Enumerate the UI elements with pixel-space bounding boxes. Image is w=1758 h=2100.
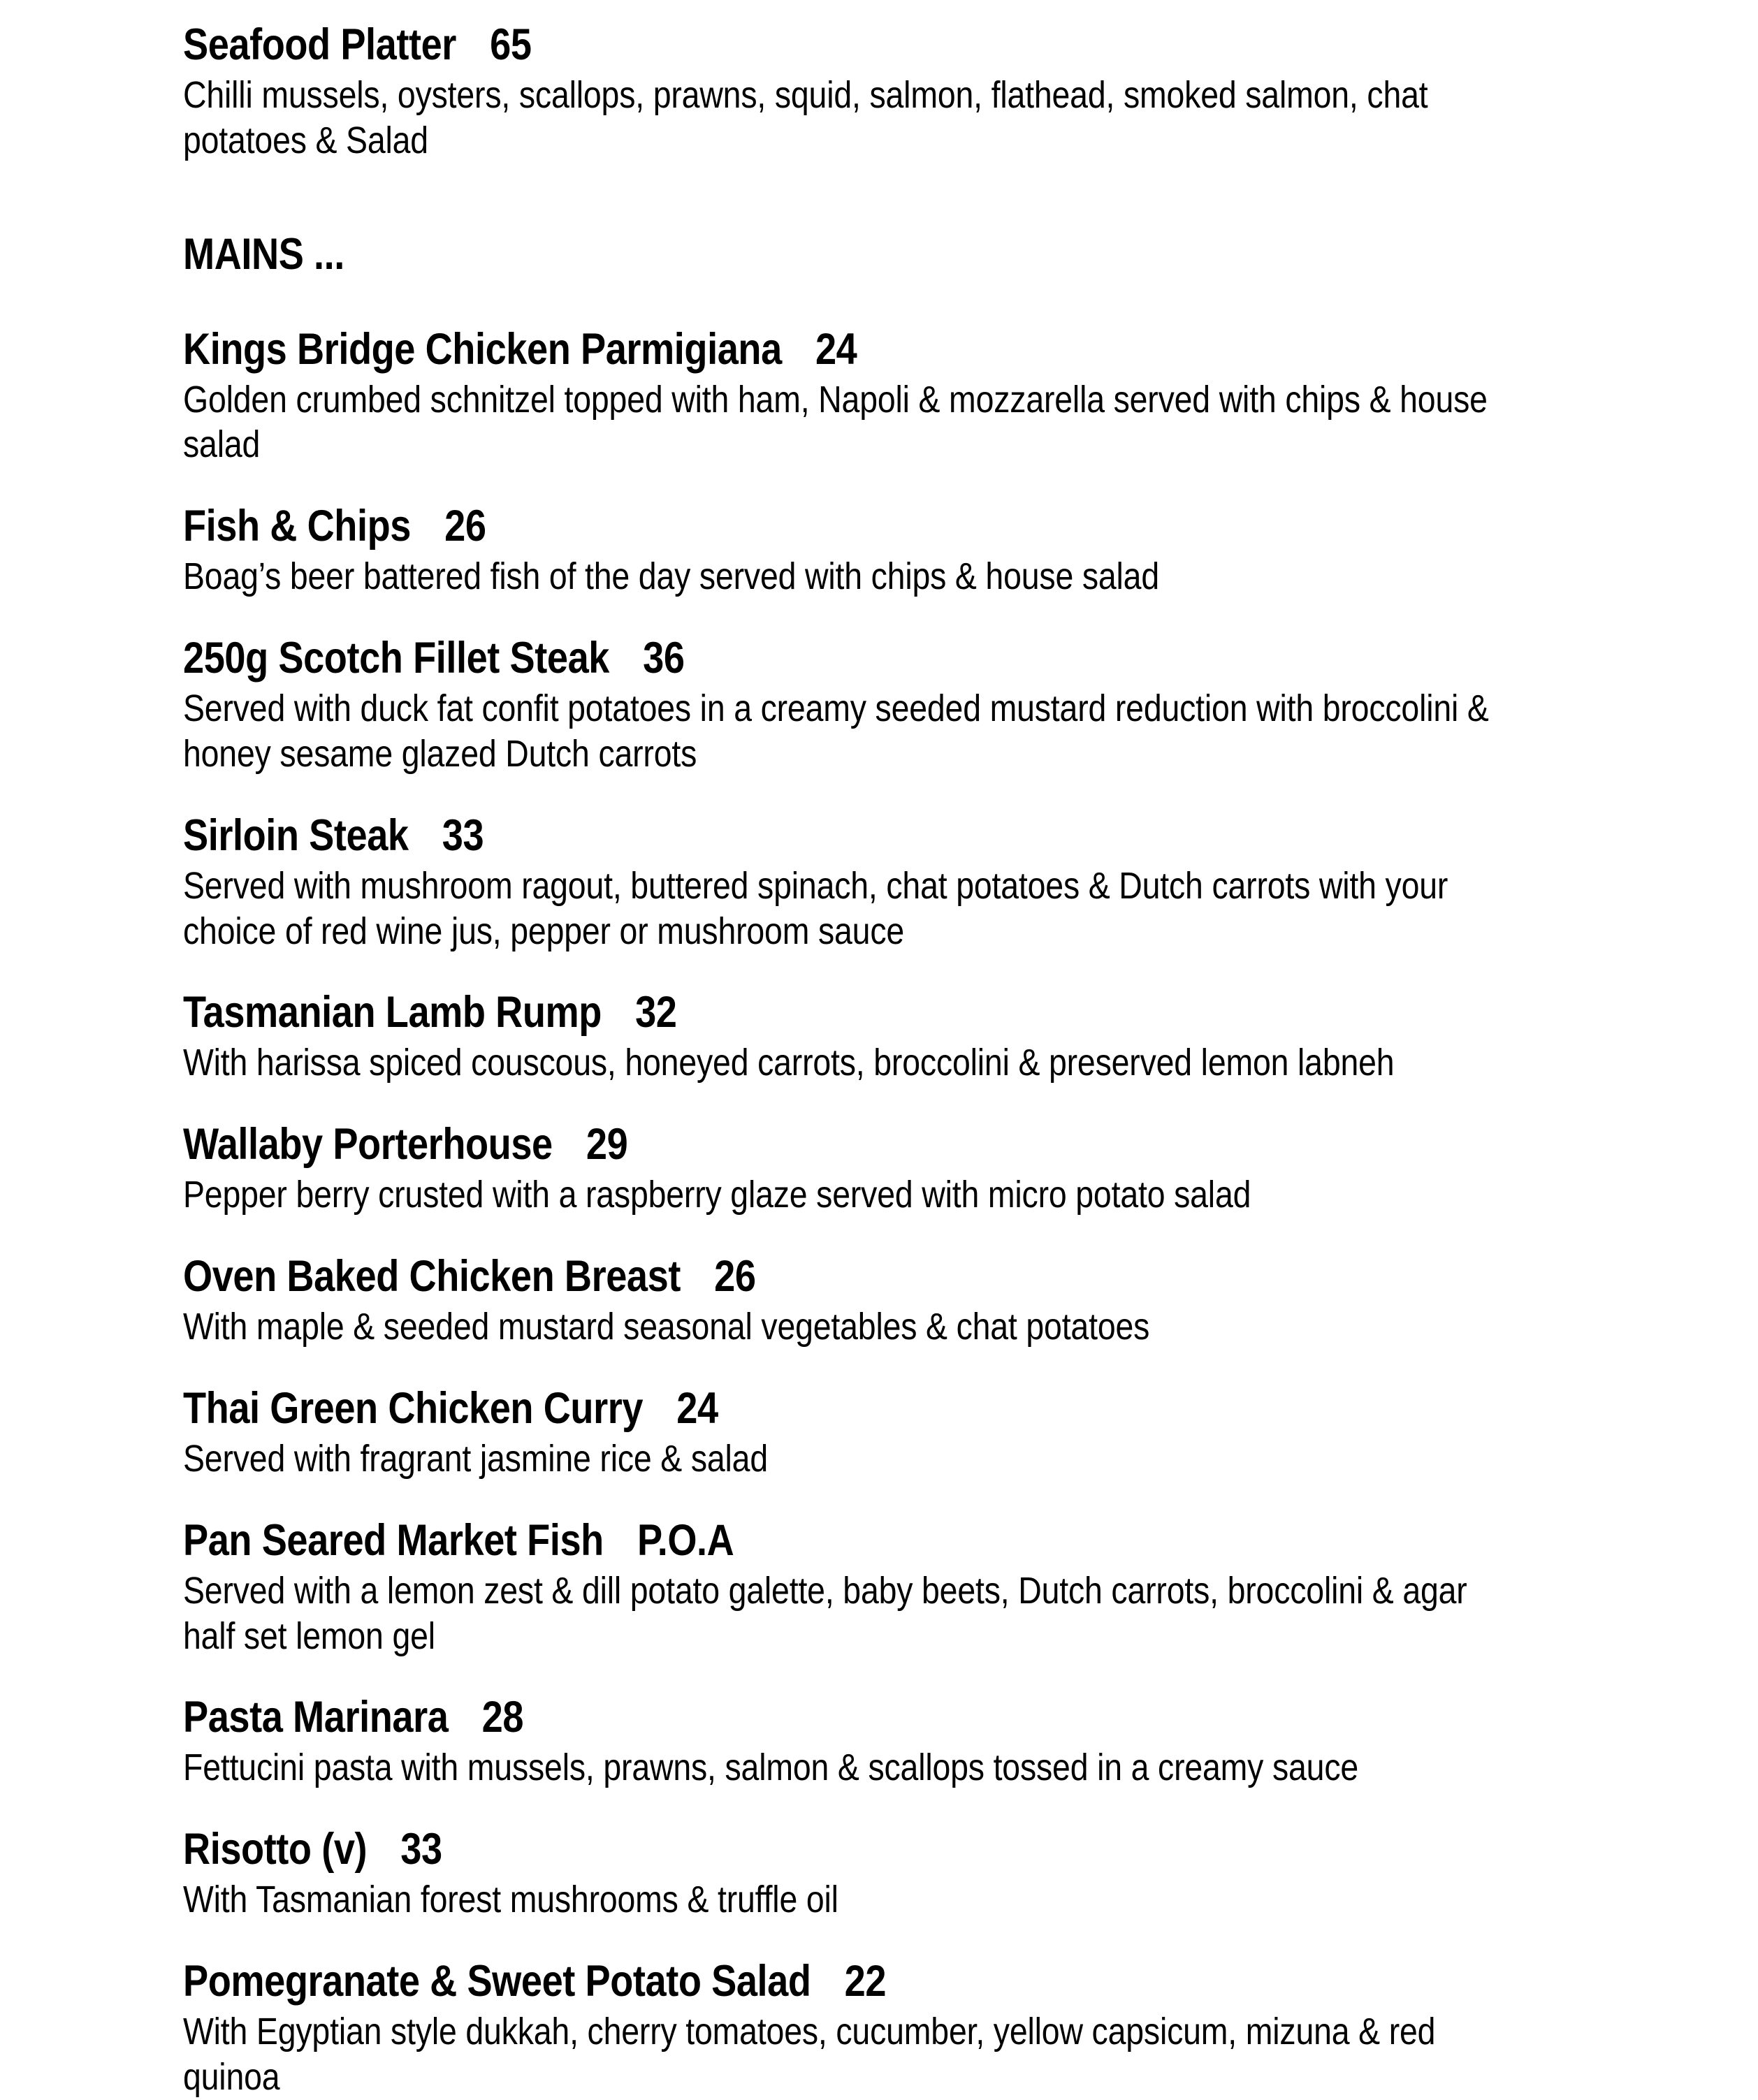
menu-item bbox=[183, 502, 1523, 599]
menu-item-title-row bbox=[183, 1517, 1335, 1564]
menu-item bbox=[183, 1693, 1523, 1791]
menu-item-name: Seafood Platter bbox=[183, 20, 456, 69]
menu-item bbox=[183, 1517, 1523, 1659]
menu-item-name: Risotto (v) bbox=[183, 1825, 368, 1874]
menu-item-name: Tasmanian Lamb Rump bbox=[183, 988, 602, 1037]
menu-item bbox=[183, 326, 1523, 468]
menu-item-description: Pepper berry crusted with a raspberry glaze served with micro potato salad bbox=[183, 1174, 1251, 1216]
menu-item-name: Oven Baked Chicken Breast bbox=[183, 1252, 681, 1301]
menu-item-description: Golden crumbed schnitzel topped with ham, Napoli & mozzarella served with chips & house salad bbox=[183, 378, 1488, 466]
menu-item-title-row bbox=[183, 634, 1335, 682]
menu-item-name: Pomegranate & Sweet Potato Salad bbox=[183, 1956, 811, 2006]
menu-item-title-row bbox=[183, 989, 1335, 1036]
menu-item-description: With Tasmanian forest mushrooms & truffle oil bbox=[183, 1879, 838, 1921]
menu-item-description: Fettucini pasta with mussels, prawns, salmon & scallops tossed in a creamy sauce bbox=[183, 1747, 1359, 1789]
menu-item-title-row bbox=[183, 1121, 1335, 1168]
menu-item-name: Fish & Chips bbox=[183, 502, 411, 551]
menu-item-title-row bbox=[183, 1957, 1335, 2005]
menu-item bbox=[183, 634, 1523, 777]
menu-item-title-row bbox=[183, 502, 1335, 550]
menu-item-price: 36 bbox=[643, 634, 685, 683]
menu-item-description: Chilli mussels, oysters, scallops, prawns, squid, salmon, flathead, smoked salmon, chat potatoes & Salad bbox=[183, 74, 1428, 161]
menu-item-price: 29 bbox=[586, 1120, 628, 1169]
menu-item bbox=[183, 812, 1523, 954]
menu-item-description: With maple & seeded mustard seasonal vegetables & chat potatoes bbox=[183, 1306, 1150, 1348]
menu-item-price: 26 bbox=[444, 502, 486, 551]
menu-item bbox=[183, 1825, 1523, 1923]
menu-item-description: Served with fragrant jasmine rice & salad bbox=[183, 1437, 768, 1480]
menu-item-price: 28 bbox=[481, 1693, 524, 1742]
menu-item-name: 250g Scotch Fillet Steak bbox=[183, 634, 609, 683]
menu-item-list bbox=[183, 326, 1523, 2100]
menu-item-title-row bbox=[183, 1693, 1335, 1741]
menu-item-title-row bbox=[183, 1825, 1335, 1873]
menu-item-price: 32 bbox=[635, 988, 677, 1037]
menu-item bbox=[183, 989, 1523, 1086]
menu-item-description: Served with duck fat confit potatoes in a creamy seeded mustard reduction with broccolini & honey sesame glazed Dutch carrots bbox=[183, 687, 1489, 775]
menu-item bbox=[183, 1121, 1523, 1218]
menu-item bbox=[183, 21, 1523, 163]
menu-item-title-row bbox=[183, 1385, 1335, 1432]
menu-item-price: 33 bbox=[442, 810, 484, 860]
menu-item-title-row bbox=[183, 1253, 1335, 1300]
menu-item-price: 65 bbox=[490, 20, 532, 69]
menu-item-title-row bbox=[183, 812, 1335, 859]
menu-item bbox=[183, 1253, 1523, 1350]
menu-item-title-row bbox=[183, 326, 1335, 373]
menu-item-name: Sirloin Steak bbox=[183, 810, 409, 860]
menu-item-price: 24 bbox=[676, 1383, 718, 1433]
menu-item-price: P.O.A bbox=[637, 1515, 734, 1565]
menu-item-price: 24 bbox=[815, 324, 857, 374]
menu-item bbox=[183, 1957, 1523, 2100]
menu-item-description: With harissa spiced couscous, honeyed carrots, broccolini & preserved lemon labneh bbox=[183, 1042, 1395, 1084]
menu-item-name: Wallaby Porterhouse bbox=[183, 1120, 553, 1169]
menu-item-name: Kings Bridge Chicken Parmigiana bbox=[183, 324, 782, 374]
menu-item-description: Boag’s beer battered fish of the day served with chips & house salad bbox=[183, 555, 1160, 598]
menu-item bbox=[183, 1385, 1523, 1482]
menu-item-title-row bbox=[183, 21, 1335, 68]
menu-item-name: Pasta Marinara bbox=[183, 1693, 449, 1742]
menu-item-name: Pan Seared Market Fish bbox=[183, 1515, 604, 1565]
menu-item-price: 26 bbox=[714, 1252, 756, 1301]
menu-item-description: Served with a lemon zest & dill potato galette, baby beets, Dutch carrots, broccolini & agar half set lemon gel bbox=[183, 1569, 1467, 1657]
menu-item-name: Thai Green Chicken Curry bbox=[183, 1383, 644, 1433]
menu-item-description: Served with mushroom ragout, buttered spinach, chat potatoes & Dutch carrots with your choice of red wine jus, pepper or mushroom sauce bbox=[183, 864, 1448, 952]
section-heading-mains: MAINS ... bbox=[183, 229, 344, 279]
menu-item-description: With Egyptian style dukkah, cherry tomatoes, cucumber, yellow capsicum, mizuna & red quinoa bbox=[183, 2010, 1436, 2098]
menu-item-price: 22 bbox=[844, 1956, 887, 2006]
menu-item-price: 33 bbox=[400, 1825, 442, 1874]
